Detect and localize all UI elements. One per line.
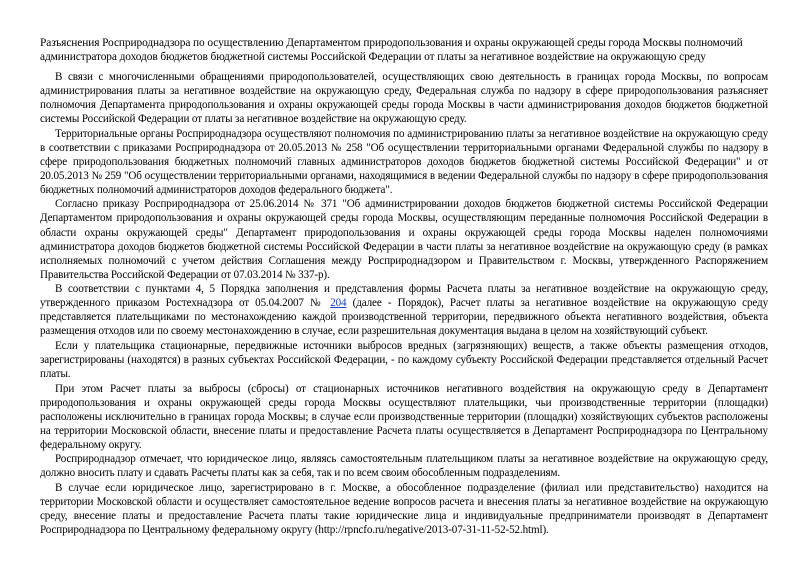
paragraph-5: Если у плательщика стационарные, передвижные источники выбросов вредных (загрязняющих) веществ, а также объекты размещения отходов, зарегистрированы (находятся) в разных субъектах Российской Федерации, - по каждому субъекту Российской Федерации представляется отдельный Расчет платы. — [40, 339, 768, 380]
paragraph-6: При этом Расчет платы за выбросы (сбросы) от стационарных источников негативного воздействия на окружающую среду в Департамент природопользования и охраны окружающей среды города Москвы осуществляют плательщики, чьи производственные территории (площадки) расположены исключительно в границах города Москвы; в случае если производственные территории (площадки) хозяйствующих субъектов расположены на территории Московской области, внесение платы и предоставление Расчета платы осуществляется в Департамент Росприроднадзора по Центральному федеральному округу. — [40, 382, 768, 451]
paragraph-8: В случае если юридическое лицо, зарегистрировано в г. Москве, а обособленное подразделение (филиал или представительство) находится на территории Московской области и осуществляет самостоятельное ведение вопросов расчета и внесения платы за негативное воздействие на окружающую среду, внесение платы и предоставление Расчета платы такие юридические лица и индивидуальные предприниматели производят в Департамент Росприроднадзора по Центральному федеральному округу (http://rpncfo.ru/negative/2013-07-31-11-52-52.html). — [40, 481, 768, 536]
document-body — [40, 70, 768, 537]
paragraph-4-text-after: (далее - Порядок), Расчет платы за негативное воздействие на окружающую среду представляется плательщиками по местонахождению каждой производственной территории, передвижного объекта негативного воздействия, объекта размещения отходов или по своему местонахождению в случае, если разрешительная документация выдана в целом на хозяйствующий субъект. — [40, 297, 769, 338]
paragraph-7: Росприроднадзор отмечает, что юридическое лицо, являясь самостоятельным плательщиком платы за негативное воздействие на окружающую среду, должно вносить плату и сдавать Расчеты платы как за себя, так и по всем своим обособленным подразделениям. — [40, 453, 768, 480]
paragraph-4-text-before: В соответствии с пунктами 4, 5 Порядка заполнения и представления формы Расчета платы за негативное воздействие на окружающую среду, утвержденного приказом Ростехнадзора от 05.04.2007 № — [40, 283, 768, 310]
paragraph-1: В связи с многочисленными обращениями природопользователей, осуществляющих свою деятельность в границах города Москвы, по вопросам администрирования платы за негативное воздействие на окружающую среду, Федеральная служба по надзору в сфере природопользования разъясняет полномочия Департамента природопользования и охраны окружающей среды города Москвы в части администрирования доходов бюджетов бюджетной системы Российской Федерации от платы за негативное воздействие на окружающую среду. — [40, 71, 768, 126]
document-title: Разъяснения Росприроднадзора по осуществлению Департаментом природопользования и охраны окружающей среды города Москвы полномочий администратора доходов бюджетов бюджетной системы Российской Федерации от платы за негативное воздействие на окружающую среду — [40, 37, 743, 63]
order-204-link[interactable]: 204 — [330, 297, 347, 310]
paragraph-4 — [40, 282, 768, 338]
paragraph-3: Согласно приказу Росприроднадзора от 25.06.2014 № 371 "Об администрировании доходов бюджетов бюджетной системы Российской Федерации Департаментом природопользования и охраны окружающей среды города Москвы, осуществляющим переданные полномочия Российской Федерации в области охраны окружающей среды" Департамент природопользования и охраны окружающей среды города Москвы наделен полномочиями администратора доходов бюджетов бюджетной системы Российской Федерации в части платы за негативное воздействие на окружающую среду (в рамках исполняемых полномочий с учетом действия Соглашения между Росприроднадзором и Правительством г. Москвы, утвержденного Распоряжением Правительства Российской Федерации от 07.03.2014 № 337-р). — [40, 198, 768, 281]
paragraph-2: Территориальные органы Росприроднадзора осуществляют полномочия по администрированию платы за негативное воздействие на окружающую среду в соответствии с приказами Росприроднадзора от 20.05.2013 № 258 "Об осуществлении территориальными органами Федеральной службы по надзору в сфере природопользования бюджетных полномочий главных администраторов доходов бюджетов бюджетной системы Российской Федерации" и от 20.05.2013 № 259 "Об осуществлении территориальными органами, находящимися в ведении Федеральной службы по надзору в сфере природопользования бюджетных полномочий администраторов доходов федерального бюджета". — [40, 127, 768, 196]
